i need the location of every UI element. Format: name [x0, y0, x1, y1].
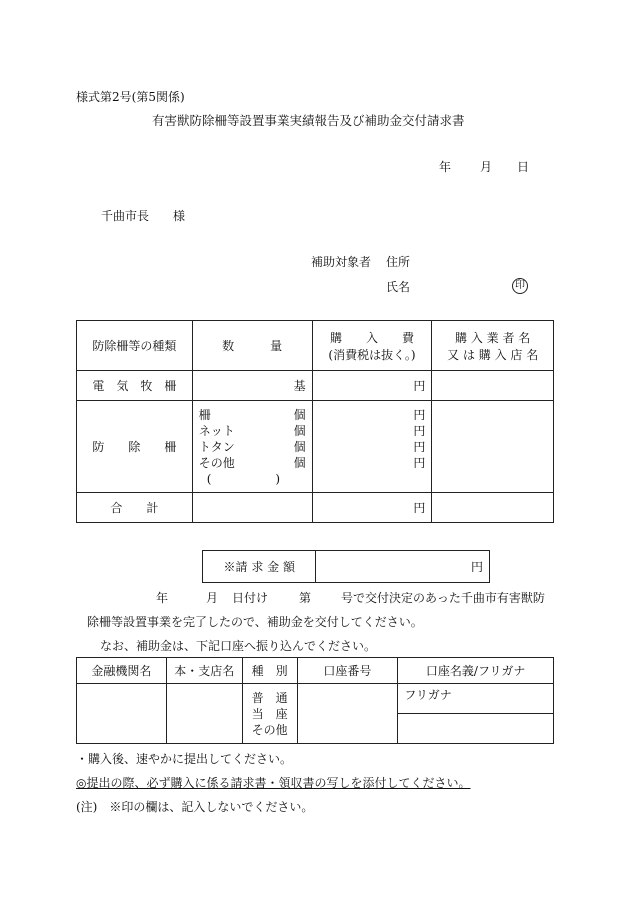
fence-item: ネット 個: [198, 423, 306, 438]
applicant-label: 補助対象者: [311, 255, 372, 269]
total-quantity: [192, 493, 312, 523]
electric-fence-cost: 円: [312, 371, 432, 401]
electric-fence-vendor[interactable]: [432, 371, 554, 401]
note-attach-receipts: ◎提出の際、必ず購入に係る請求書・領収書の写しを添付してください。: [76, 776, 471, 790]
body-line-2: 除柵等設置事業を完了したので、補助金を交付してください。: [87, 615, 423, 629]
header-cost: [312, 321, 432, 371]
account-type-option: 普 通: [251, 690, 288, 705]
header-vendor-line1: 購 入 業 者 名: [455, 330, 531, 345]
header-cost-line2: (消費税は抜く。): [328, 347, 416, 362]
header-quantity: 数 量: [192, 321, 312, 371]
form-number: 様式第2号(第5関係): [76, 90, 185, 104]
header-account-holder: 口座名義/フリガナ: [398, 658, 554, 684]
furigana-label: フリガナ: [404, 688, 452, 702]
address-label: 住所: [386, 255, 411, 269]
fence-item: トタン 個: [198, 439, 306, 454]
form-title: 有害獣防除柵等設置事業実績報告及び補助金交付請求書: [152, 113, 465, 128]
fence-item: 柵 個: [198, 407, 306, 422]
decision-month: 月: [206, 591, 219, 605]
bank-name-cell[interactable]: [77, 684, 167, 744]
fence-label: 防 除 柵: [77, 401, 193, 493]
total-cost: 円: [312, 493, 432, 523]
branch-name-cell[interactable]: [166, 684, 242, 744]
decision-day: 日付け: [232, 591, 269, 605]
total-label: 合 計: [77, 493, 193, 523]
decision-year: 年: [156, 591, 169, 605]
body-line-3: なお、補助金は、下記口座へ振り込んでください。: [100, 639, 377, 653]
account-type-option: 当 座: [251, 706, 288, 721]
account-holder-cell[interactable]: [398, 714, 554, 744]
note-submit-promptly: ・購入後、速やかに提出してください。: [76, 752, 293, 766]
header-cost-line1: 購 入 費: [329, 330, 414, 345]
header-branch-name: 本・支店名: [166, 658, 242, 684]
addressee: 千曲市長 様: [101, 209, 186, 223]
date-month-label: 月: [480, 160, 493, 174]
fence-other-detail: ( ): [206, 471, 281, 486]
total-vendor: [432, 493, 554, 523]
claim-amount-value[interactable]: 円: [316, 551, 490, 583]
date-day-label: 日: [517, 160, 530, 174]
purchase-table: [76, 320, 554, 523]
name-label: 氏名: [386, 280, 411, 294]
header-kind: 防除柵等の種類: [77, 321, 193, 371]
electric-fence-row: [77, 371, 554, 401]
fence-row: [77, 401, 554, 493]
header-vendor: [432, 321, 554, 371]
header-bank-name: 金融機関名: [77, 658, 167, 684]
claim-amount-box: [202, 550, 490, 583]
seal-mark: [512, 277, 528, 294]
electric-fence-unit: 基: [192, 371, 312, 401]
fence-item: その他 個: [198, 455, 306, 470]
account-type-option: その他: [251, 722, 288, 737]
furigana-cell[interactable]: [398, 684, 554, 714]
header-account-number: 口座番号: [297, 658, 398, 684]
bank-table-header-row: [77, 658, 554, 684]
date-year-label: 年: [439, 160, 452, 174]
account-number-cell[interactable]: [297, 684, 398, 744]
decision-no-prefix: 第: [299, 591, 312, 605]
decision-text: 号で交付決定のあった千曲市有害獣防: [341, 591, 545, 605]
fence-items: [192, 401, 312, 493]
bank-table: [76, 657, 554, 744]
header-account-type: 種 別: [242, 658, 297, 684]
bank-table-row-1: [77, 684, 554, 714]
claim-amount-label: ※請 求 金 額: [203, 551, 316, 583]
total-row: [77, 493, 554, 523]
seal-icon: 印: [512, 278, 528, 294]
electric-fence-label: 電 気 牧 柵: [77, 371, 193, 401]
fence-costs: 円 円 円 円: [312, 401, 432, 493]
account-type-cell[interactable]: [242, 684, 297, 744]
header-vendor-line2: 又 は 購 入 店 名: [447, 347, 539, 362]
purchase-table-header-row: [77, 321, 554, 371]
fence-vendor[interactable]: [432, 401, 554, 493]
note-do-not-fill: (注) ※印の欄は、記入しないでください。: [76, 800, 314, 814]
